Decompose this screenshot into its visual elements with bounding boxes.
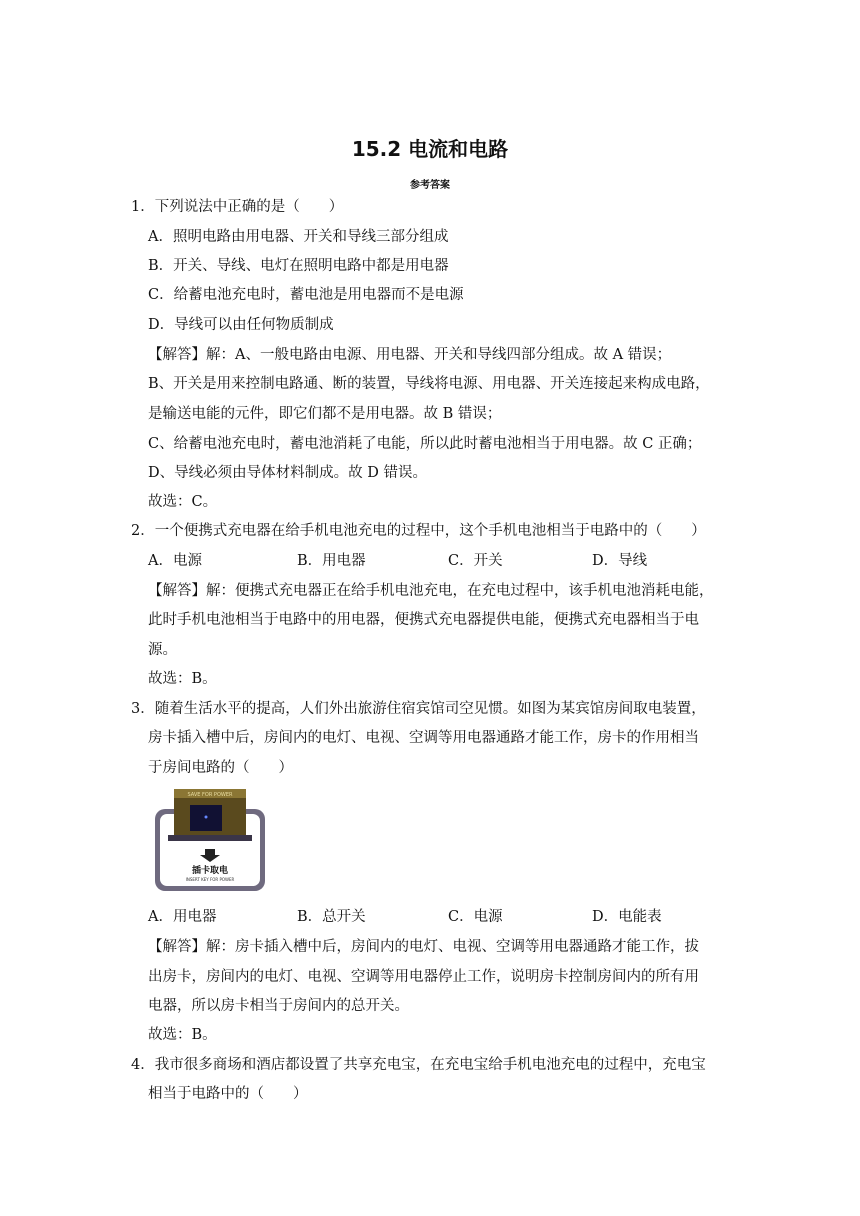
question-3-answer-line: 出房卡，房间内的电灯、电视、空调等用电器停止工作，说明房卡控制房间内的所有用 [148,969,699,985]
question-1-answer-line: 是输送电能的元件，即它们都不是用电器。故 B 错误； [148,406,502,422]
indicator-dot [205,816,208,819]
card-text: SAVE FOR POWER [187,792,233,798]
question-4-stem: 相当于电路中的（ ） [148,1086,308,1102]
question-1-answer-line: C、给蓄电池充电时，蓄电池消耗了电能，所以此时蓄电池相当于用电器。故 C 正确； [148,436,702,452]
arrow-down-icon [205,849,215,855]
question-3-option-d: D．电能表 [592,909,662,925]
question-3-answer-line: 【解答】解：房卡插入槽中后，房间内的电灯、电视、空调等用电器通路才能工作，拔 [148,939,699,955]
question-2-answer-line: 此时手机电池相当于电路中的用电器，便携式充电器提供电能，便携式充电器相当于电 [148,612,699,628]
holder-label-en: INSERT KEY FOR POWER [185,877,235,882]
question-3-option-c: C．电源 [448,909,503,925]
question-1-stem: 1．下列说法中正确的是（ ） [131,199,344,215]
question-4-stem: 4．我市很多商场和酒店都设置了共享充电宝，在充电宝给手机电池充电的过程中，充电宝 [131,1057,706,1073]
question-1-choice: 故选：C。 [148,494,218,510]
question-3-option-b: B．总开关 [297,909,366,925]
question-3-choice: 故选：B。 [148,1027,217,1043]
question-2-answer-line: 源。 [148,642,177,658]
card-power-switch-image [150,787,270,897]
page-subtitle: 参考答案 [410,180,450,191]
question-3-answer-line: 电器，所以房卡相当于房间内的总开关。 [148,998,409,1014]
question-3-stem: 房卡插入槽中后，房间内的电灯、电视、空调等用电器通路才能工作，房卡的作用相当 [148,730,699,746]
question-2-stem: 2．一个便携式充电器在给手机电池充电的过程中，这个手机电池相当于电路中的（ ） [131,523,706,539]
card-slot [168,835,252,841]
question-1-option-b: B．开关、导线、电灯在照明电路中都是用电器 [148,258,449,274]
question-1-answer-line: 【解答】解：A、一般电路由电源、用电器、开关和导线四部分组成。故 A 错误； [148,347,672,363]
question-1-answer-line: D、导线必须由导体材料制成。故 D 错误。 [148,465,427,481]
question-3-stem: 于房间电路的（ ） [148,760,293,776]
question-1-option-c: C．给蓄电池充电时，蓄电池是用电器而不是电源 [148,287,464,303]
question-2-option-a: A．电源 [148,553,202,569]
question-2-option-d: D．导线 [592,553,648,569]
question-2-choice: 故选：B。 [148,671,217,687]
question-2-option-c: C．开关 [448,553,503,569]
question-3-stem: 3．随着生活水平的提高，人们外出旅游住宿宾馆司空见惯。如图为某宾馆房间取电装置， [131,701,706,717]
page-title: 15.2 电流和电路 [351,137,509,161]
question-1-option-a: A．照明电路由用电器、开关和导线三部分组成 [148,229,449,245]
question-1-answer-line: B、开关是用来控制电路通、断的装置，导线将电源、用电器、开关连接起来构成电路， [148,376,710,392]
question-3-option-a: A．用电器 [148,909,217,925]
question-1-option-d: D．导线可以由任何物质制成 [148,317,334,333]
question-2-answer-line: 【解答】解：便携式充电器正在给手机电池充电，在充电过程中，该手机电池消耗电能， [148,583,714,599]
holder-label-cn: 插卡取电 [191,866,229,876]
question-2-option-b: B．用电器 [297,553,366,569]
